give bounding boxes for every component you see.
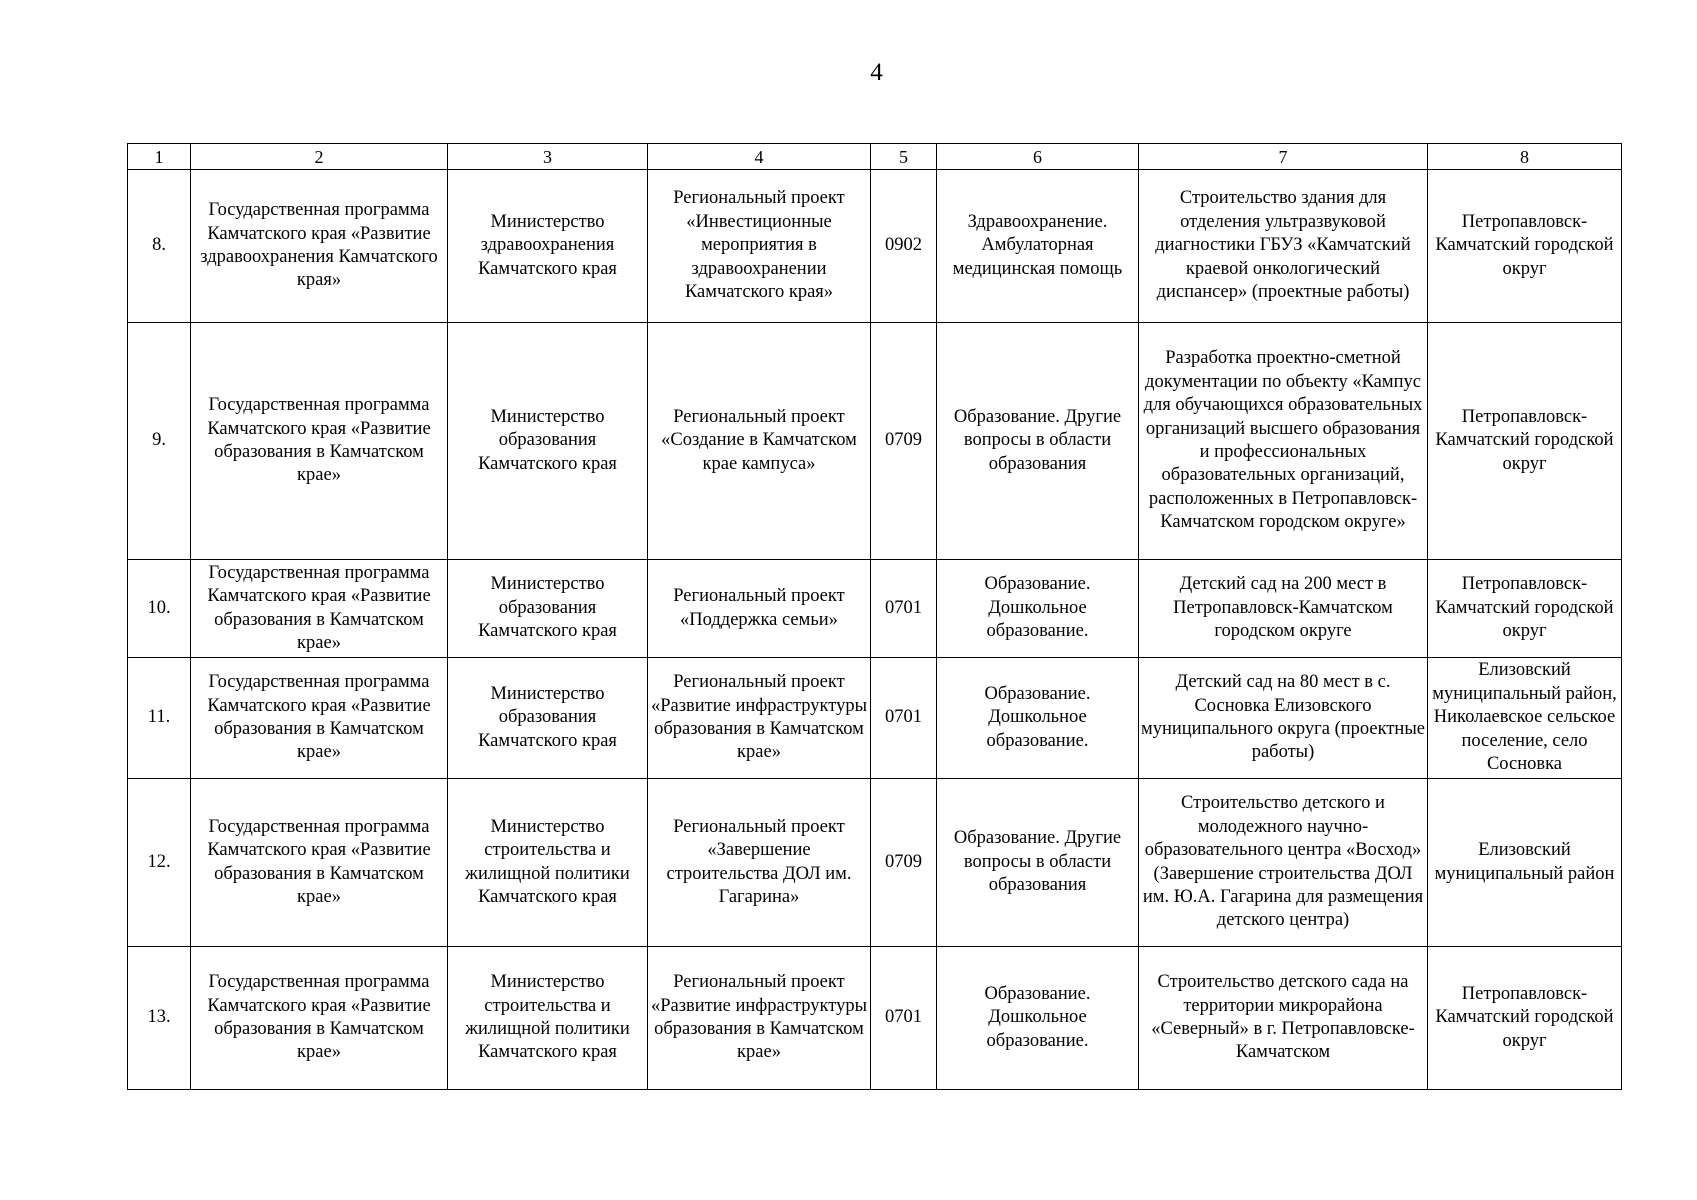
object-cell: Разработка проектно-сметной документации по объекту «Кампус для обучающихся образовательных организаций высшего образования и профессиональных образовательных организаций, расположенных в Петропавловск-Камчатском городском округе» — [1139, 323, 1428, 560]
location-cell: Петропавловск-Камчатский городской округ — [1428, 323, 1622, 560]
section-cell: Образование. Другие вопросы в области образования — [937, 323, 1139, 560]
object-cell: Строительство здания для отделения ультразвуковой диагностики ГБУЗ «Камчатский краевой онкологический диспансер» (проектные работы) — [1139, 170, 1428, 323]
location-cell: Петропавловск-Камчатский городской округ — [1428, 560, 1622, 658]
row-number-cell: 12. — [128, 779, 191, 947]
header-cell: 7 — [1139, 144, 1428, 170]
code-cell: 0701 — [871, 560, 937, 658]
code-cell: 0709 — [871, 779, 937, 947]
header-cell: 6 — [937, 144, 1139, 170]
project-cell: Региональный проект «Поддержка семьи» — [648, 560, 871, 658]
row-number-cell: 10. — [128, 560, 191, 658]
object-cell: Строительство детского сада на территории микрорайона «Северный» в г. Петропавловске-Камчатском — [1139, 947, 1428, 1090]
table-header-row — [128, 144, 1622, 170]
ministry-cell: Министерство образования Камчатского края — [448, 560, 648, 658]
page-number: 4 — [870, 59, 883, 86]
project-cell: Региональный проект «Инвестиционные мероприятия в здравоохранении Камчатского края» — [648, 170, 871, 323]
header-cell: 2 — [191, 144, 448, 170]
project-cell: Региональный проект «Развитие инфраструктуры образования в Камчатском крае» — [648, 947, 871, 1090]
ministry-cell: Министерство строительства и жилищной политики Камчатского края — [448, 779, 648, 947]
program-cell: Государственная программа Камчатского края «Развитие образования в Камчатском крае» — [191, 658, 448, 779]
data-table — [127, 143, 1622, 1090]
program-cell: Государственная программа Камчатского края «Развитие образования в Камчатском крае» — [191, 323, 448, 560]
table-row — [128, 560, 1622, 658]
program-cell: Государственная программа Камчатского края «Развитие образования в Камчатском крае» — [191, 560, 448, 658]
location-cell: Петропавловск-Камчатский городской округ — [1428, 947, 1622, 1090]
program-cell: Государственная программа Камчатского края «Развитие здравоохранения Камчатского края» — [191, 170, 448, 323]
section-cell: Образование. Другие вопросы в области образования — [937, 779, 1139, 947]
header-cell: 1 — [128, 144, 191, 170]
table-row — [128, 779, 1622, 947]
project-cell: Региональный проект «Завершение строительства ДОЛ им. Гагарина» — [648, 779, 871, 947]
section-cell: Образование. Дошкольное образование. — [937, 560, 1139, 658]
header-cell: 8 — [1428, 144, 1622, 170]
code-cell: 0709 — [871, 323, 937, 560]
table-row — [128, 947, 1622, 1090]
object-cell: Детский сад на 200 мест в Петропавловск-Камчатском городском округе — [1139, 560, 1428, 658]
ministry-cell: Министерство образования Камчатского края — [448, 323, 648, 560]
table-row — [128, 323, 1622, 560]
row-number-cell: 13. — [128, 947, 191, 1090]
header-cell: 5 — [871, 144, 937, 170]
section-cell: Образование. Дошкольное образование. — [937, 658, 1139, 779]
location-cell: Елизовский муниципальный район — [1428, 779, 1622, 947]
project-cell: Региональный проект «Развитие инфраструктуры образования в Камчатском крае» — [648, 658, 871, 779]
section-cell: Образование. Дошкольное образование. — [937, 947, 1139, 1090]
project-cell: Региональный проект «Создание в Камчатском крае кампуса» — [648, 323, 871, 560]
code-cell: 0701 — [871, 658, 937, 779]
row-number-cell: 11. — [128, 658, 191, 779]
header-cell: 3 — [448, 144, 648, 170]
table-row — [128, 170, 1622, 323]
header-cell: 4 — [648, 144, 871, 170]
row-number-cell: 9. — [128, 323, 191, 560]
code-cell: 0701 — [871, 947, 937, 1090]
table-row — [128, 658, 1622, 779]
location-cell: Петропавловск-Камчатский городской округ — [1428, 170, 1622, 323]
code-cell: 0902 — [871, 170, 937, 323]
object-cell: Строительство детского и молодежного научно-образовательного центра «Восход» (Завершение строительства ДОЛ им. Ю.А. Гагарина для размещения детского центра) — [1139, 779, 1428, 947]
location-cell: Елизовский муниципальный район, Николаевское сельское поселение, село Сосновка — [1428, 658, 1622, 779]
ministry-cell: Министерство строительства и жилищной политики Камчатского края — [448, 947, 648, 1090]
section-cell: Здравоохранение. Амбулаторная медицинская помощь — [937, 170, 1139, 323]
ministry-cell: Министерство образования Камчатского края — [448, 658, 648, 779]
program-cell: Государственная программа Камчатского края «Развитие образования в Камчатском крае» — [191, 947, 448, 1090]
row-number-cell: 8. — [128, 170, 191, 323]
ministry-cell: Министерство здравоохранения Камчатского края — [448, 170, 648, 323]
object-cell: Детский сад на 80 мест в с. Сосновка Елизовского муниципального округа (проектные работы) — [1139, 658, 1428, 779]
program-cell: Государственная программа Камчатского края «Развитие образования в Камчатском крае» — [191, 779, 448, 947]
